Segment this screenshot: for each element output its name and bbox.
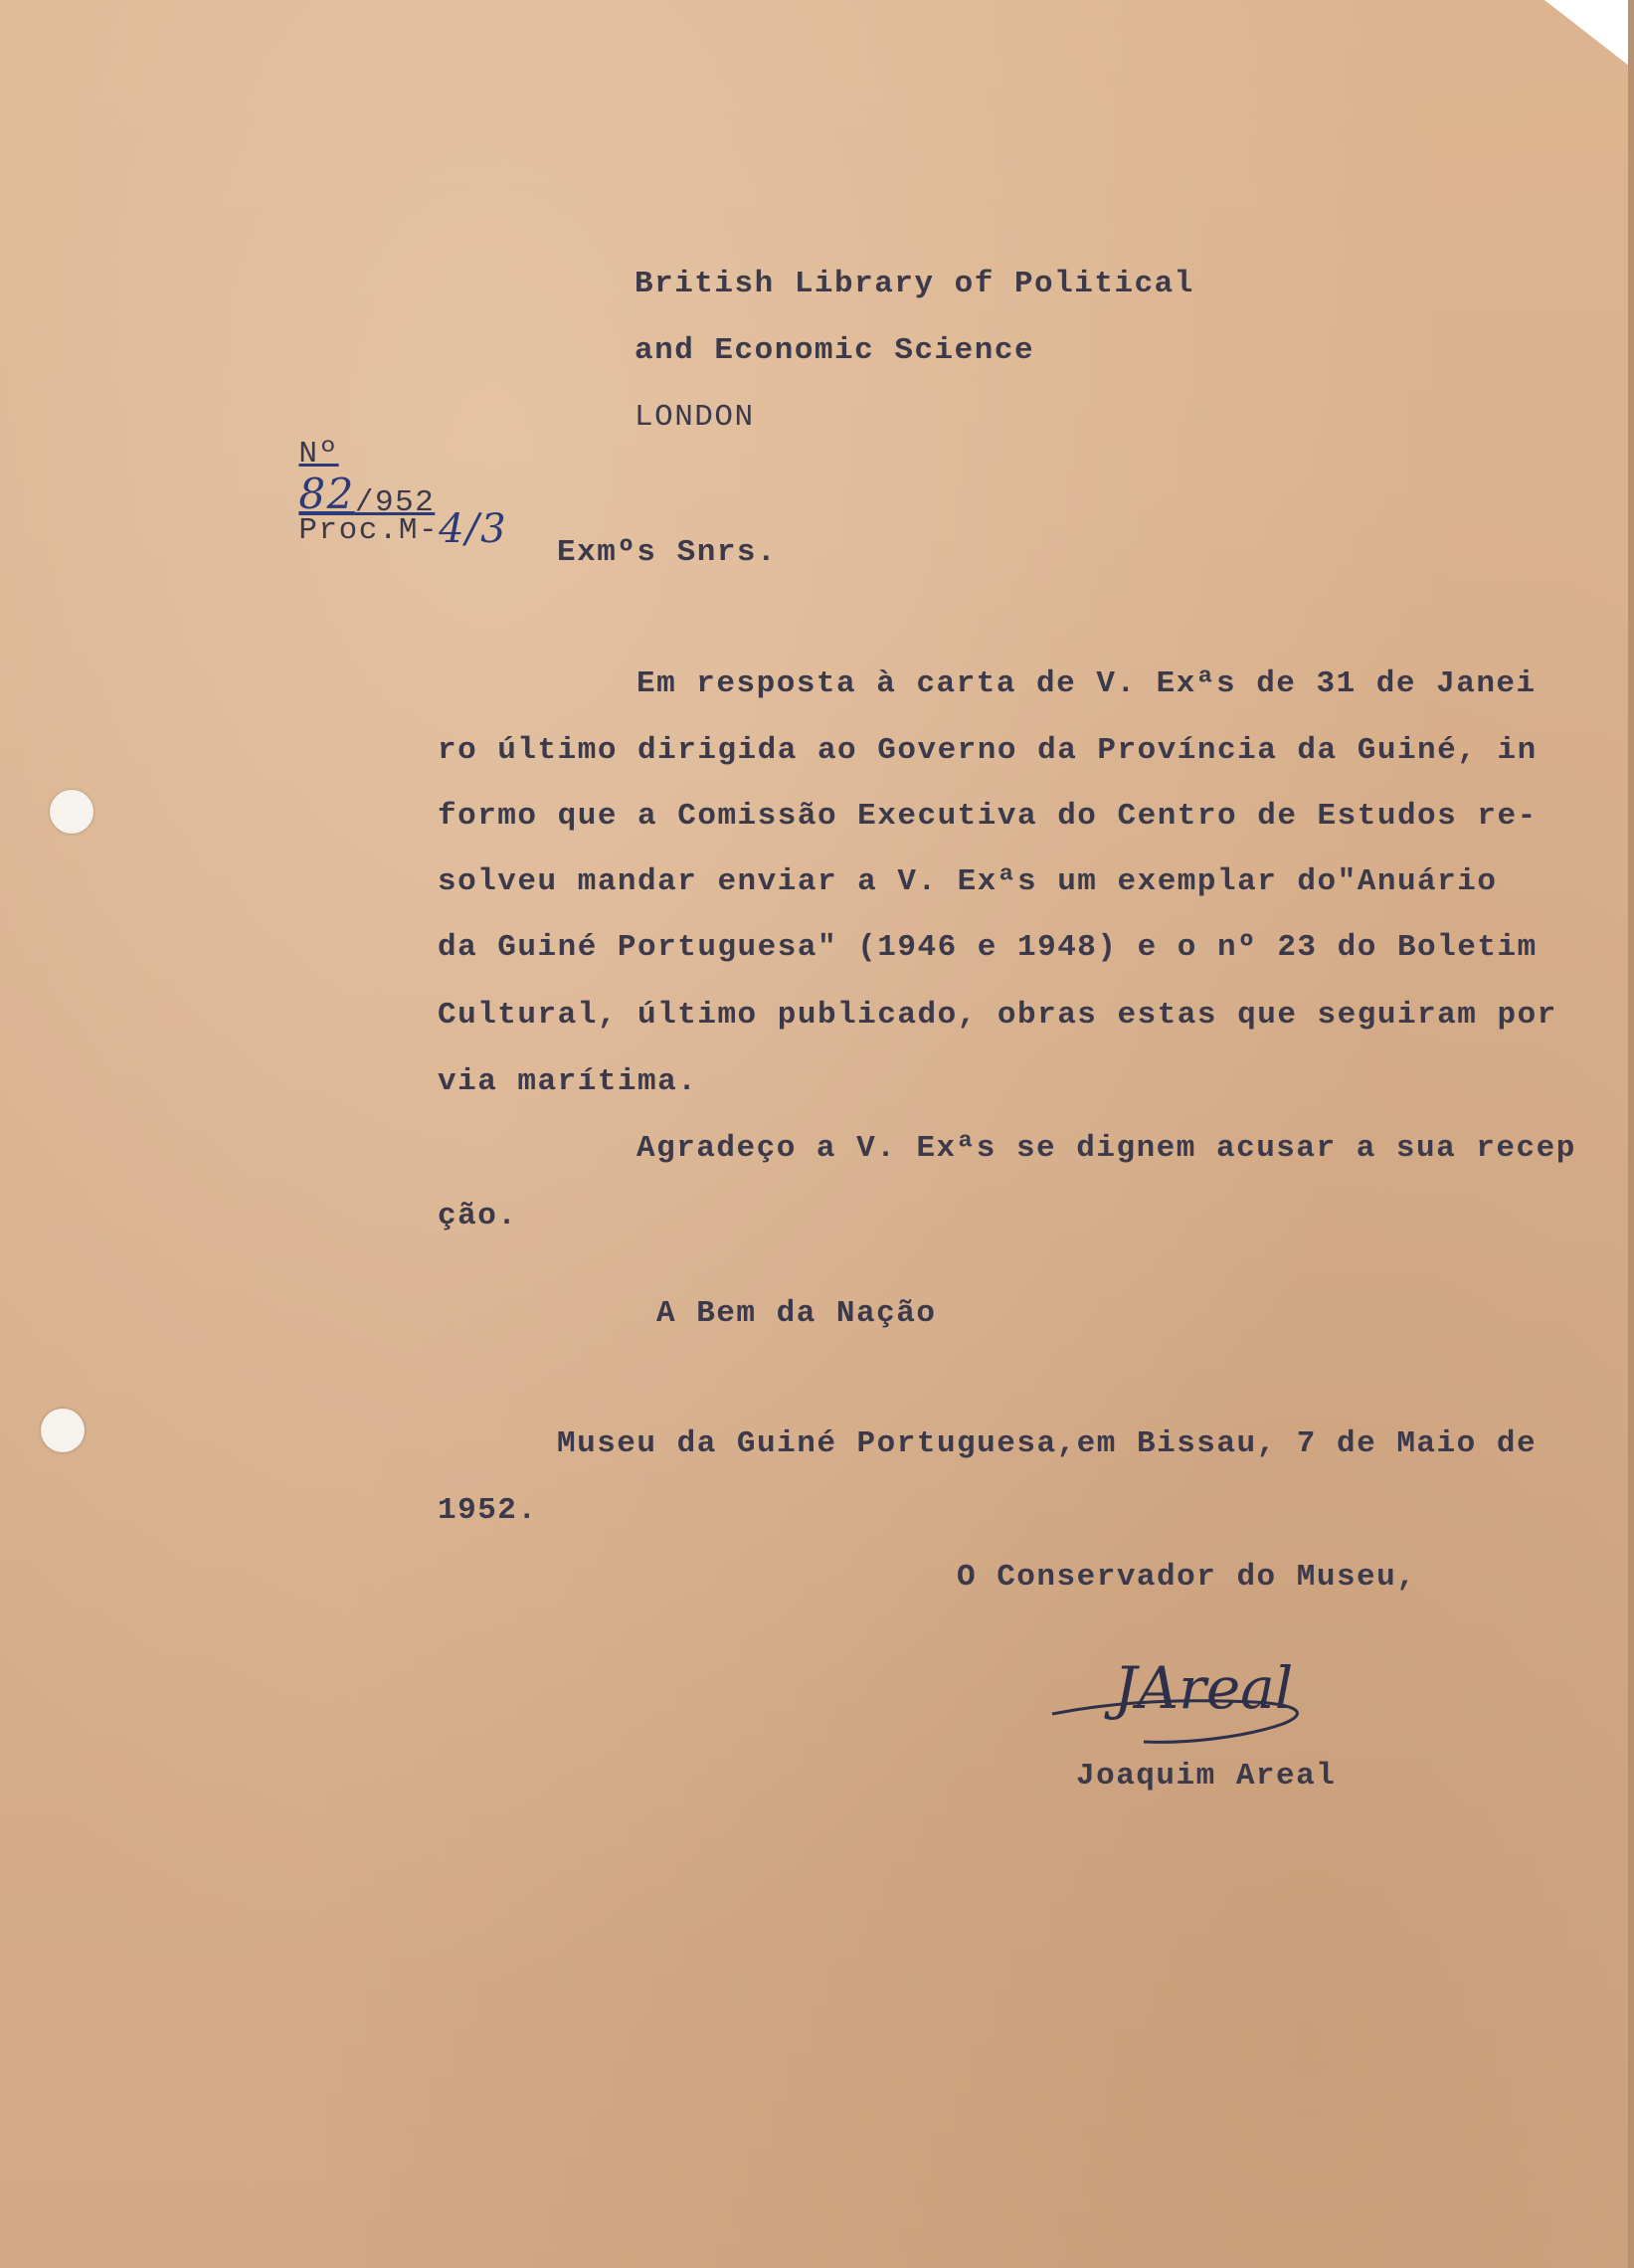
body-line-1: Em resposta à carta de V. Exªs de 31 de Janei	[636, 666, 1537, 701]
place-date-line-2: 1952.	[438, 1493, 538, 1528]
signatory-title: O Conservador do Museu,	[957, 1560, 1417, 1595]
reference-handwritten-number: 82	[298, 470, 355, 518]
body-line-7: via marítima.	[438, 1064, 698, 1099]
body-line-4: solveu mandar enviar a V. Exªs um exemplar do"Anuário	[438, 864, 1498, 899]
proc-prefix: Proc.M-	[298, 513, 440, 548]
place-date-line-1: Museu da Guiné Portuguesa,em Bissau, 7 de Maio de	[557, 1426, 1538, 1461]
salutation: Exmºs Snrs.	[557, 535, 778, 570]
signatory-name: Joaquim Areal	[1076, 1759, 1337, 1794]
page-edge	[1628, 0, 1634, 2268]
body-line-9: ção.	[438, 1199, 518, 1233]
body-line-5: da Guiné Portuguesa" (1946 e 1948) e o nº 23 do Boletim	[438, 930, 1538, 965]
page-corner	[1544, 0, 1634, 70]
addressee-line-1: British Library of Political	[635, 267, 1194, 301]
body-line-2: ro último dirigida ao Governo da Província da Guiné, in	[438, 733, 1538, 768]
addressee-line-3: LONDON	[635, 400, 755, 435]
signature	[1044, 1646, 1333, 1766]
reference-prefix: Nº	[298, 437, 339, 472]
body-line-6: Cultural, último publicado, obras estas que seguiram por	[438, 998, 1557, 1033]
signature-text: JAreal	[1114, 1654, 1294, 1722]
reference-proc	[219, 468, 507, 583]
reference-year: /952	[354, 485, 436, 520]
signature-flourish	[1044, 1646, 1333, 1766]
body-line-8: Agradeço a V. Exªs se dignem acusar a sua recep	[636, 1131, 1576, 1166]
closing-formula: A Bem da Nação	[656, 1296, 937, 1331]
proc-handwritten: 4/3	[439, 506, 508, 552]
punch-hole-top	[50, 790, 93, 834]
punch-hole-bottom	[41, 1409, 85, 1452]
body-line-3: formo que a Comissão Executiva do Centro de Estudos re-	[438, 799, 1538, 834]
addressee-line-2: and Economic Science	[635, 333, 1035, 368]
